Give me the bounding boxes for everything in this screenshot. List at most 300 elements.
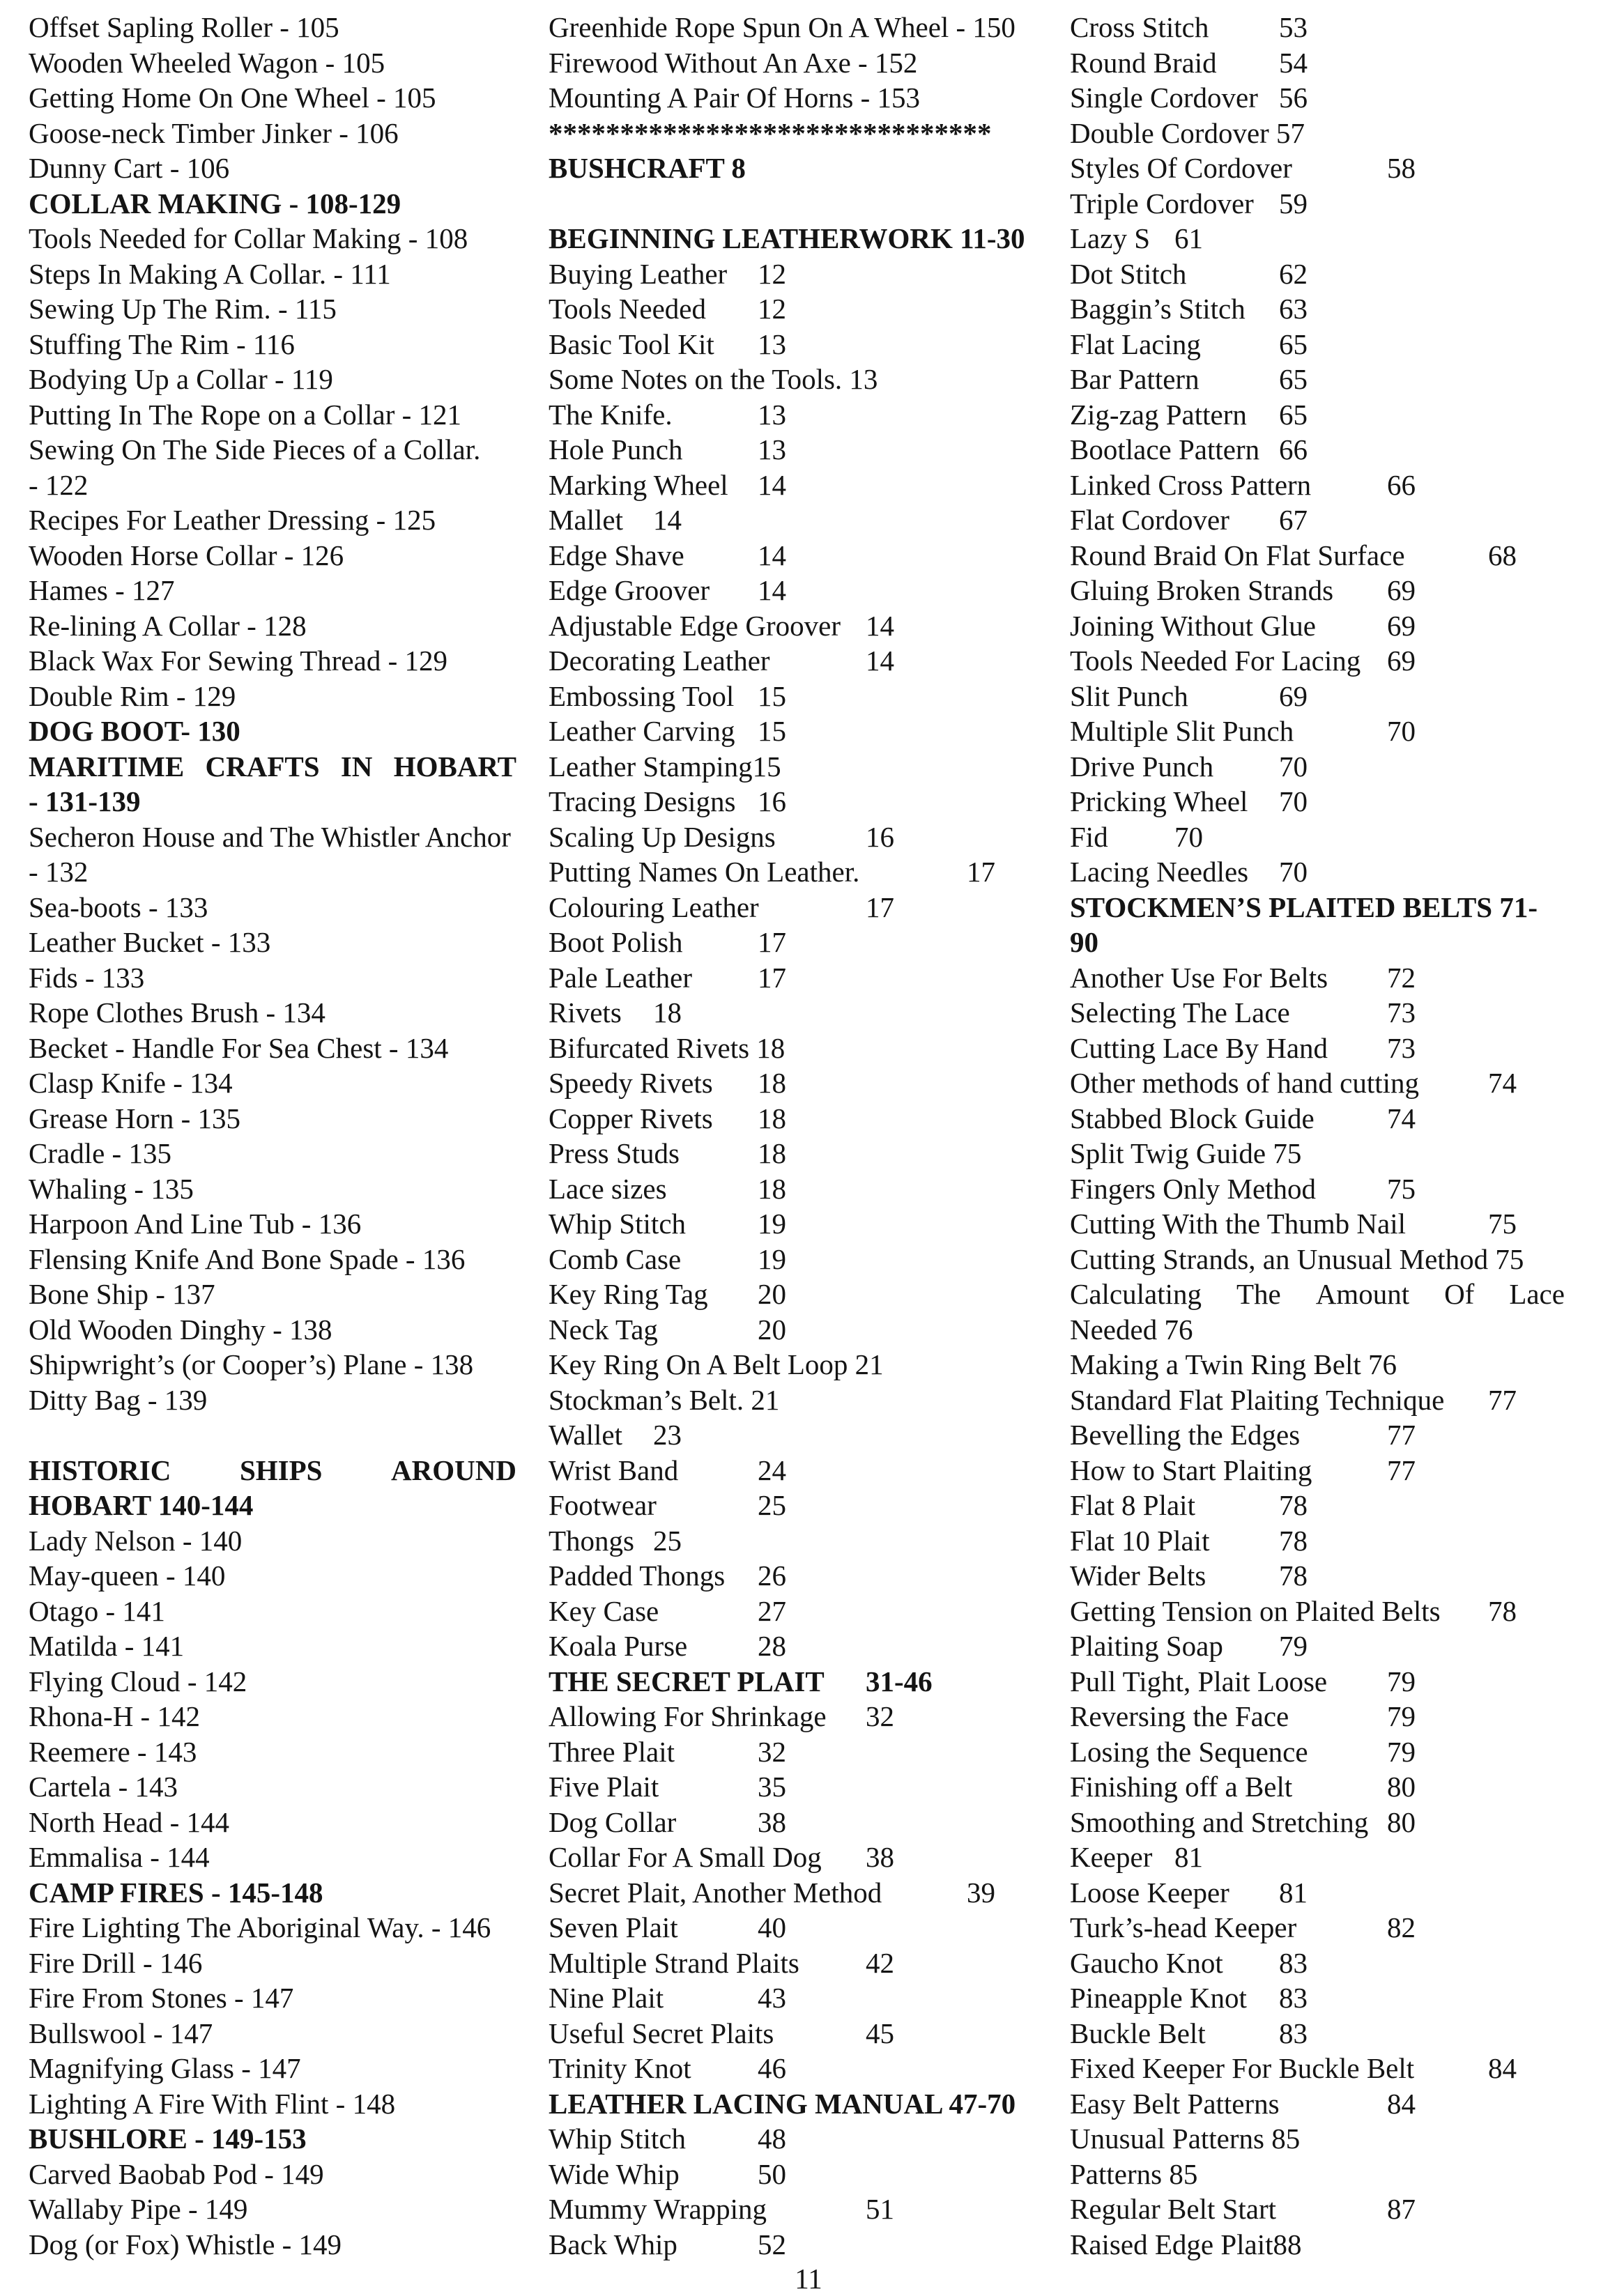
toc-entry bbox=[29, 1980, 516, 2016]
toc-entry-title: Loose Keeper bbox=[1070, 1876, 1229, 1909]
toc-entry bbox=[1070, 2191, 1565, 2227]
toc-entry-title: Fid bbox=[1070, 820, 1108, 853]
toc-entry bbox=[29, 1417, 516, 1453]
toc-entry-title: Raised Edge Plait88 bbox=[1070, 2228, 1302, 2260]
toc-entry bbox=[29, 2016, 516, 2051]
toc-entry-page: 56 bbox=[1279, 82, 1308, 114]
toc-entry-title: Speedy Rivets bbox=[549, 1067, 713, 1099]
toc-entry bbox=[29, 679, 516, 714]
toc-entry-title: Wallet bbox=[549, 1419, 622, 1451]
toc-entry bbox=[29, 1840, 516, 1875]
toc-entry-title: Key Ring On A Belt Loop 21 bbox=[549, 1348, 884, 1380]
toc-entry-title: LEATHER LACING MANUAL 47-70 bbox=[549, 2087, 1016, 2120]
toc-entry bbox=[29, 2227, 516, 2263]
toc-entry-title: Wide Whip bbox=[549, 2157, 680, 2190]
toc-entry-page: 14 bbox=[866, 609, 894, 642]
toc-entry-page: 74 bbox=[1387, 1102, 1416, 1134]
toc-entry-page: 46 bbox=[758, 2052, 786, 2084]
toc-entry-page: 13 bbox=[758, 328, 786, 360]
toc-word: Amount bbox=[1315, 1278, 1410, 1310]
toc-entry-title: Matilda - 141 bbox=[29, 1630, 185, 1662]
toc-section-heading bbox=[29, 1875, 516, 1911]
toc-entry bbox=[29, 995, 516, 1031]
toc-entry bbox=[29, 2157, 516, 2192]
toc-entry-page: 80 bbox=[1387, 1805, 1416, 1838]
toc-entry bbox=[549, 960, 1036, 996]
toc-entry bbox=[1070, 397, 1565, 433]
toc-entry-title: Stabbed Block Guide bbox=[1070, 1102, 1315, 1134]
toc-entry-title: How to Start Plaiting bbox=[1070, 1454, 1312, 1486]
toc-entry-title: Stuffing The Rim - 116 bbox=[29, 328, 295, 360]
toc-entry-page: 20 bbox=[758, 1313, 786, 1346]
toc-entry-page: 18 bbox=[758, 1067, 786, 1099]
toc-entry bbox=[1070, 854, 1565, 890]
toc-entry-title: Turk’s-head Keeper bbox=[1070, 1911, 1297, 1943]
toc-entry-title: Gluing Broken Strands bbox=[1070, 574, 1334, 606]
toc-entry bbox=[549, 819, 1036, 855]
toc-entry bbox=[549, 397, 1036, 433]
toc-entry bbox=[29, 468, 516, 503]
toc-entry bbox=[549, 1277, 1036, 1312]
toc-entry-title: Cutting Lace By Hand bbox=[1070, 1031, 1328, 1064]
toc-entry bbox=[29, 327, 516, 362]
toc-entry-page: 27 bbox=[758, 1594, 786, 1627]
toc-entry bbox=[1070, 2157, 1565, 2192]
toc-section-heading bbox=[549, 221, 1036, 256]
toc-entry bbox=[549, 186, 1036, 222]
toc-entry bbox=[549, 1628, 1036, 1664]
toc-entry-page: 78 bbox=[1279, 1524, 1308, 1557]
toc-entry-title: Making a Twin Ring Belt 76 bbox=[1070, 1348, 1397, 1380]
toc-entry bbox=[29, 1910, 516, 1946]
toc-entry bbox=[549, 1206, 1036, 1242]
toc-entry bbox=[1070, 1417, 1565, 1453]
toc-entry bbox=[549, 784, 1036, 819]
toc-entry-title: Pineapple Knot bbox=[1070, 1982, 1247, 2014]
toc-entry bbox=[29, 1242, 516, 1277]
toc-entry bbox=[1070, 784, 1565, 819]
toc-entry-title: Cutting Strands, an Unusual Method 75 bbox=[1070, 1242, 1524, 1275]
toc-entry bbox=[1070, 1488, 1565, 1523]
toc-entry-page: 58 bbox=[1387, 152, 1416, 184]
toc-entry-page: 15 bbox=[758, 715, 786, 747]
toc-entry-page: 25 bbox=[758, 1489, 786, 1521]
toc-entry bbox=[29, 1136, 516, 1171]
toc-entry-page: 65 bbox=[1279, 328, 1308, 360]
toc-entry-title: Lady Nelson - 140 bbox=[29, 1524, 243, 1557]
toc-entry-title: Pricking Wheel bbox=[1070, 785, 1248, 817]
toc-entry bbox=[1070, 1101, 1565, 1137]
toc-entry-page: 51 bbox=[866, 2193, 894, 2225]
toc-entry-title: Wooden Horse Collar - 126 bbox=[29, 539, 344, 571]
toc-entry bbox=[29, 291, 516, 327]
toc-section-heading bbox=[29, 1488, 516, 1523]
toc-entry-title: Needed 76 bbox=[1070, 1313, 1193, 1346]
toc-entry bbox=[549, 432, 1036, 468]
toc-entry bbox=[29, 1206, 516, 1242]
toc-entry-page: 18 bbox=[758, 1102, 786, 1134]
toc-entry bbox=[549, 10, 1036, 45]
toc-entry bbox=[1070, 2086, 1565, 2122]
toc-entry bbox=[1070, 1206, 1565, 1242]
toc-entry-page: 69 bbox=[1279, 679, 1308, 712]
toc-entry-title: Basic Tool Kit bbox=[549, 328, 714, 360]
toc-entry-title: THE SECRET PLAIT bbox=[549, 1665, 825, 1697]
toc-entry bbox=[1070, 2227, 1565, 2263]
toc-entry-title: Easy Belt Patterns bbox=[1070, 2087, 1280, 2120]
toc-entry-title: Copper Rivets bbox=[549, 1102, 713, 1134]
toc-entry bbox=[1070, 2051, 1565, 2086]
toc-entry-title: Boot Polish bbox=[549, 926, 683, 958]
toc-column-1 bbox=[29, 10, 516, 2262]
toc-entry-title: COLLAR MAKING - 108-129 bbox=[29, 187, 401, 219]
toc-entry-title: Getting Tension on Plaited Belts bbox=[1070, 1594, 1441, 1627]
toc-entry bbox=[1070, 995, 1565, 1031]
toc-entry bbox=[549, 1065, 1036, 1101]
toc-entry-title: Fire Drill - 146 bbox=[29, 1946, 203, 1979]
toc-entry-title: - 122 bbox=[29, 468, 89, 501]
toc-entry-page: 14 bbox=[866, 645, 894, 677]
toc-entry-title: Selecting The Lace bbox=[1070, 996, 1290, 1028]
toc-entry-page: 15 bbox=[758, 679, 786, 712]
toc-entry-page: 25 bbox=[653, 1524, 682, 1557]
toc-entry-title: Single Cordover bbox=[1070, 82, 1258, 114]
toc-word: Lace bbox=[1509, 1278, 1565, 1310]
toc-entry bbox=[29, 608, 516, 644]
toc-entry-title: Bar Pattern bbox=[1070, 363, 1200, 395]
toc-entry-title: Black Wax For Sewing Thread - 129 bbox=[29, 645, 447, 677]
toc-entry bbox=[549, 890, 1036, 925]
toc-entry bbox=[29, 2086, 516, 2122]
toc-entry bbox=[29, 256, 516, 292]
toc-entry bbox=[549, 608, 1036, 644]
toc-entry bbox=[549, 1312, 1036, 1348]
toc-entry-page: 81 bbox=[1174, 1841, 1203, 1873]
toc-entry bbox=[29, 643, 516, 679]
toc-entry bbox=[29, 1277, 516, 1312]
toc-entry bbox=[1070, 1805, 1565, 1840]
toc-entry bbox=[549, 327, 1036, 362]
toc-entry bbox=[1070, 10, 1565, 45]
toc-entry-title: Becket - Handle For Sea Chest - 134 bbox=[29, 1031, 449, 1064]
toc-word: MARITIME bbox=[29, 750, 185, 783]
toc-entry-title: Bootlace Pattern bbox=[1070, 433, 1260, 465]
toc-entry-title: Slit Punch bbox=[1070, 679, 1188, 712]
toc-entry-title: Flying Cloud - 142 bbox=[29, 1665, 247, 1697]
toc-entry bbox=[549, 2191, 1036, 2227]
toc-entry-page: 83 bbox=[1279, 1946, 1308, 1979]
toc-entry-page: 13 bbox=[758, 433, 786, 465]
toc-entry-page: 68 bbox=[1488, 539, 1517, 571]
toc-entry-title: Sewing Up The Rim. - 115 bbox=[29, 293, 337, 325]
toc-entry bbox=[1070, 327, 1565, 362]
toc-entry-title: Rope Clothes Brush - 134 bbox=[29, 996, 325, 1028]
toc-entry-page: 70 bbox=[1279, 785, 1308, 817]
toc-entry-title: Bevelling the Edges bbox=[1070, 1419, 1301, 1451]
toc-entry-page: 74 bbox=[1488, 1067, 1517, 1099]
toc-entry-page: 54 bbox=[1279, 46, 1308, 79]
toc-entry-title: Press Studs bbox=[549, 1137, 680, 1169]
toc-entry bbox=[29, 960, 516, 996]
toc-entry-title: Standard Flat Plaiting Technique bbox=[1070, 1383, 1445, 1416]
toc-entry-title: Decorating Leather bbox=[549, 645, 770, 677]
toc-entry-title: Whip Stitch bbox=[549, 1208, 687, 1240]
toc-entry bbox=[1070, 573, 1565, 608]
toc-entry-title: Dog Collar bbox=[549, 1805, 677, 1838]
toc-entry-title: Fixed Keeper For Buckle Belt bbox=[1070, 2052, 1415, 2084]
toc-word: The bbox=[1236, 1278, 1281, 1310]
toc-entry bbox=[1070, 714, 1565, 749]
toc-entry bbox=[549, 1946, 1036, 1981]
toc-entry-title: Hames - 127 bbox=[29, 574, 175, 606]
toc-entry-title: Another Use For Belts bbox=[1070, 961, 1328, 994]
toc-entry bbox=[1070, 679, 1565, 714]
toc-entry bbox=[1070, 186, 1565, 222]
toc-entry bbox=[1070, 1840, 1565, 1875]
toc-entry bbox=[1070, 1628, 1565, 1664]
toc-entry-title: Lace sizes bbox=[549, 1172, 667, 1205]
toc-entry-title: Plaiting Soap bbox=[1070, 1630, 1223, 1662]
toc-entry-title: Baggin’s Stitch bbox=[1070, 293, 1246, 325]
toc-entry-title: Dunny Cart - 106 bbox=[29, 152, 230, 184]
toc-entry-title: Embossing Tool bbox=[549, 679, 735, 712]
toc-entry-page: 16 bbox=[758, 785, 786, 817]
toc-entry bbox=[549, 2227, 1036, 2263]
toc-entry-title: Rivets bbox=[549, 996, 622, 1028]
toc-entry bbox=[549, 1769, 1036, 1805]
toc-entry bbox=[29, 432, 516, 468]
toc-entry-page: 70 bbox=[1387, 715, 1416, 747]
toc-entry bbox=[29, 502, 516, 538]
toc-entry-title: Old Wooden Dinghy - 138 bbox=[29, 1313, 332, 1346]
toc-entry bbox=[29, 1769, 516, 1805]
toc-entry bbox=[549, 2157, 1036, 2192]
toc-entry-page: 84 bbox=[1387, 2087, 1416, 2120]
toc-entry bbox=[1070, 1523, 1565, 1559]
toc-entry-title: Smoothing and Stretching bbox=[1070, 1805, 1369, 1838]
toc-entry bbox=[549, 1171, 1036, 1207]
toc-entry bbox=[549, 854, 1036, 890]
toc-word: HOBART bbox=[393, 750, 516, 783]
toc-entry-title: Grease Horn - 135 bbox=[29, 1102, 240, 1134]
toc-entry-page: 17 bbox=[758, 926, 786, 958]
toc-entry bbox=[29, 151, 516, 186]
toc-entry bbox=[549, 1453, 1036, 1488]
toc-entry-title: Tracing Designs bbox=[549, 785, 736, 817]
toc-entry-title: Key Case bbox=[549, 1594, 659, 1627]
toc-entry-page: 23 bbox=[653, 1419, 682, 1451]
toc-entry bbox=[549, 1488, 1036, 1523]
toc-entry-title: Fire Lighting The Aboriginal Way. - 146 bbox=[29, 1911, 491, 1943]
toc-entry-title: Firewood Without An Axe - 152 bbox=[549, 46, 918, 79]
toc-entry-title: Other methods of hand cutting bbox=[1070, 1067, 1420, 1099]
toc-entry-title: North Head - 144 bbox=[29, 1805, 230, 1838]
toc-entry-page: 12 bbox=[758, 257, 786, 290]
toc-entry-title: Cross Stitch bbox=[1070, 11, 1209, 43]
toc-entry-title: Shipwright’s (or Cooper’s) Plane - 138 bbox=[29, 1348, 474, 1380]
toc-entry-title: Bullswool - 147 bbox=[29, 2017, 213, 2049]
toc-entry-page: 69 bbox=[1387, 645, 1416, 677]
toc-entry bbox=[29, 1523, 516, 1559]
toc-entry-page: 12 bbox=[758, 293, 786, 325]
toc-entry bbox=[1070, 221, 1565, 256]
toc-entry-page: 77 bbox=[1387, 1454, 1416, 1486]
toc-entry-title: Key Ring Tag bbox=[549, 1278, 708, 1310]
toc-entry-title: Scaling Up Designs bbox=[549, 820, 776, 853]
toc-entry-page: 72 bbox=[1387, 961, 1416, 994]
toc-entry-title: Tools Needed bbox=[549, 293, 706, 325]
toc-entry bbox=[29, 2191, 516, 2227]
toc-entry-page: 28 bbox=[758, 1630, 786, 1662]
toc-entry-title: Koala Purse bbox=[549, 1630, 688, 1662]
toc-entry bbox=[549, 80, 1036, 116]
toc-entry-page: 78 bbox=[1279, 1489, 1308, 1521]
toc-entry-page: 18 bbox=[758, 1137, 786, 1169]
toc-entry bbox=[29, 1347, 516, 1382]
toc-entry bbox=[549, 1382, 1036, 1418]
toc-entry-page: 17 bbox=[866, 891, 894, 923]
toc-entry-page: 87 bbox=[1387, 2193, 1416, 2225]
toc-entry-title: Wider Belts bbox=[1070, 1559, 1206, 1592]
toc-section-heading bbox=[29, 186, 516, 222]
toc-entry-title: Allowing For Shrinkage bbox=[549, 1700, 827, 1732]
toc-entry bbox=[549, 2051, 1036, 2086]
toc-entry-title: Clasp Knife - 134 bbox=[29, 1067, 233, 1099]
toc-entry bbox=[29, 221, 516, 256]
toc-entry bbox=[549, 1699, 1036, 1734]
toc-entry-title: Sea-boots - 133 bbox=[29, 891, 208, 923]
toc-entry-page: 31-46 bbox=[866, 1665, 933, 1697]
toc-entry bbox=[1070, 116, 1565, 151]
toc-entry-page: 52 bbox=[758, 2228, 786, 2260]
toc-entry bbox=[29, 1171, 516, 1207]
toc-entry bbox=[1070, 643, 1565, 679]
toc-section-heading bbox=[29, 2121, 516, 2157]
toc-entry-title: Hole Punch bbox=[549, 433, 683, 465]
toc-entry-page: 40 bbox=[758, 1911, 786, 1943]
toc-entry bbox=[1070, 468, 1565, 503]
toc-entry bbox=[549, 45, 1036, 81]
toc-entry-title: Lazy S bbox=[1070, 222, 1150, 254]
toc-heading-line bbox=[29, 749, 516, 785]
toc-entry-title: 90 bbox=[1070, 926, 1098, 958]
toc-entry-title: Getting Home On One Wheel - 105 bbox=[29, 82, 436, 114]
toc-entry-page: 73 bbox=[1387, 1031, 1416, 1064]
toc-entry bbox=[1070, 1312, 1565, 1348]
toc-entry-title: Secret Plait, Another Method bbox=[549, 1876, 882, 1909]
toc-entry-title: Padded Thongs bbox=[549, 1559, 726, 1592]
toc-entry-page: 38 bbox=[758, 1805, 786, 1838]
toc-word: HISTORIC bbox=[29, 1454, 171, 1486]
toc-entry-title: Bone Ship - 137 bbox=[29, 1278, 215, 1310]
toc-entry-title: Otago - 141 bbox=[29, 1594, 165, 1627]
toc-entry-page: 19 bbox=[758, 1208, 786, 1240]
toc-entry bbox=[1070, 1769, 1565, 1805]
toc-entry-page: 79 bbox=[1387, 1665, 1416, 1697]
toc-entry bbox=[549, 2121, 1036, 2157]
toc-entry bbox=[29, 1101, 516, 1137]
toc-entry-title: Edge Shave bbox=[549, 539, 684, 571]
toc-entry bbox=[1070, 1875, 1565, 1911]
toc-entry bbox=[549, 679, 1036, 714]
toc-entry-title: Bodying Up a Collar - 119 bbox=[29, 363, 333, 395]
toc-entry-title: Greenhide Rope Spun On A Wheel - 150 bbox=[549, 11, 1016, 43]
toc-entry-page: 53 bbox=[1279, 11, 1308, 43]
toc-entry bbox=[29, 1805, 516, 1840]
toc-entry bbox=[549, 538, 1036, 573]
toc-entry-title: Flat 8 Plait bbox=[1070, 1489, 1195, 1521]
toc-entry-title: Sewing On The Side Pieces of a Collar. bbox=[29, 433, 481, 465]
toc-entry bbox=[29, 397, 516, 433]
toc-entry-title: Edge Groover bbox=[549, 574, 710, 606]
toc-entry-title: BUSHLORE - 149-153 bbox=[29, 2122, 307, 2155]
toc-entry-title: Buckle Belt bbox=[1070, 2017, 1206, 2049]
toc-entry bbox=[549, 1558, 1036, 1594]
toc-entry bbox=[549, 1136, 1036, 1171]
toc-entry-title: Triple Cordover bbox=[1070, 187, 1254, 219]
toc-entry-page: 83 bbox=[1279, 1982, 1308, 2014]
toc-entry bbox=[1070, 608, 1565, 644]
toc-entry-title: Gaucho Knot bbox=[1070, 1946, 1223, 1979]
toc-entry-title: Ditty Bag - 139 bbox=[29, 1383, 208, 1416]
toc-entry-title: Double Cordover 57 bbox=[1070, 116, 1305, 149]
toc-entry-title: Comb Case bbox=[549, 1242, 682, 1275]
toc-entry bbox=[549, 502, 1036, 538]
toc-entry bbox=[549, 643, 1036, 679]
toc-entry-page: 16 bbox=[866, 820, 894, 853]
toc-entry-page: 39 bbox=[967, 1876, 995, 1909]
toc-entry bbox=[29, 362, 516, 397]
toc-entry bbox=[29, 1664, 516, 1700]
toc-entry-page: 17 bbox=[967, 856, 995, 888]
toc-entry-title: DOG BOOT- 130 bbox=[29, 715, 240, 747]
toc-entry bbox=[29, 45, 516, 81]
toc-entry-title: Losing the Sequence bbox=[1070, 1735, 1308, 1768]
toc-word: Calculating bbox=[1070, 1278, 1202, 1310]
toc-entry-page: 26 bbox=[758, 1559, 786, 1592]
toc-entry bbox=[29, 1628, 516, 1664]
toc-entry-title: Leather Bucket - 133 bbox=[29, 926, 271, 958]
toc-entry-title: Wallaby Pipe - 149 bbox=[29, 2193, 248, 2225]
toc-entry-title: Collar For A Small Dog bbox=[549, 1841, 822, 1873]
toc-entry-title: Joining Without Glue bbox=[1070, 609, 1316, 642]
toc-entry-page: 14 bbox=[758, 468, 786, 501]
toc-section-heading bbox=[29, 784, 516, 819]
toc-entry-title: Mallet bbox=[549, 504, 624, 536]
toc-entry-page: 45 bbox=[866, 2017, 894, 2049]
toc-entry bbox=[549, 995, 1036, 1031]
toc-entry-title: Whaling - 135 bbox=[29, 1172, 194, 1205]
toc-entry bbox=[29, 1699, 516, 1734]
toc-word: CRAFTS bbox=[205, 750, 320, 783]
toc-entry-title: Back Whip bbox=[549, 2228, 677, 2260]
toc-entry-page: 43 bbox=[758, 1982, 786, 2014]
toc-entry-title: Recipes For Leather Dressing - 125 bbox=[29, 504, 436, 536]
toc-entry-title: BEGINNING LEATHERWORK 11-30 bbox=[549, 222, 1025, 254]
toc-entry bbox=[1070, 1136, 1565, 1171]
toc-entry-title: Putting Names On Leather. bbox=[549, 856, 860, 888]
page-number: 11 bbox=[795, 2263, 822, 2295]
toc-entry-title: Dot Stitch bbox=[1070, 257, 1187, 290]
toc-entry bbox=[1070, 2016, 1565, 2051]
toc-entry-page: 32 bbox=[758, 1735, 786, 1768]
toc-entry bbox=[1070, 749, 1565, 785]
toc-entry-page: 69 bbox=[1387, 574, 1416, 606]
toc-entry-title: Split Twig Guide 75 bbox=[1070, 1137, 1302, 1169]
toc-entry bbox=[549, 1980, 1036, 2016]
toc-entry-title: Some Notes on the Tools. 13 bbox=[549, 363, 878, 395]
toc-heading-line bbox=[29, 1453, 516, 1488]
